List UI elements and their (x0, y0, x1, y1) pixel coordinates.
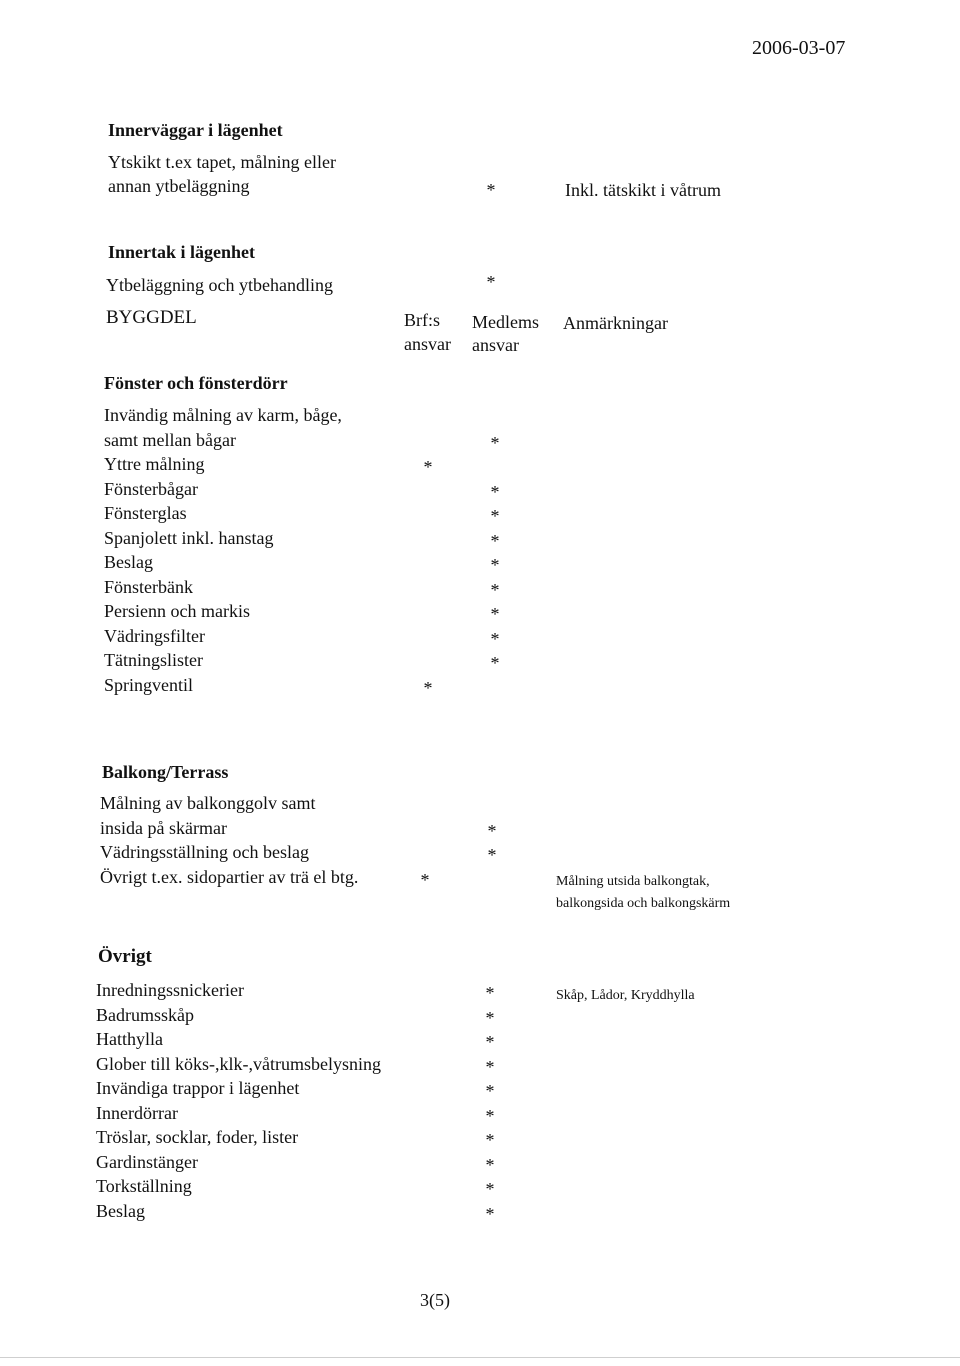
document-date: 2006-03-07 (752, 37, 846, 59)
row-label: Målning av balkonggolv samt (100, 793, 316, 813)
row-label: Fönsterbänk (104, 576, 193, 597)
section-heading-innervaggar: Innerväggar i lägenhet (108, 120, 283, 140)
section-heading-ovrigt: Övrigt (98, 946, 152, 967)
column-header-byggdel: BYGGDEL (106, 307, 197, 328)
row-label: Övrigt t.ex. sidopartier av trä el btg. (100, 866, 359, 887)
row-label: Innerdörrar (96, 1102, 178, 1123)
row-label: Vädringsfilter (104, 625, 205, 646)
medlems-mark: * (487, 820, 497, 841)
medlems-mark: * (486, 180, 496, 200)
row-label: Springventil (104, 674, 193, 695)
section-heading-innertak: Innertak i lägenhet (108, 242, 256, 262)
medlems-mark: * (490, 555, 500, 575)
medlems-mark: * (485, 1130, 495, 1150)
row-label: Ytbeläggning och ytbehandling (106, 275, 333, 295)
row-label: Fönsterglas (104, 503, 187, 523)
row-label: annan ytbeläggning (108, 176, 250, 196)
medlems-mark: * (490, 530, 500, 551)
row-label: Ytskikt t.ex tapet, målning eller (108, 152, 336, 172)
row-label: Beslag (104, 552, 153, 572)
medlems-mark: * (490, 579, 500, 600)
row-label: Vädringsställning och beslag (100, 842, 309, 862)
medlems-mark: * (490, 604, 500, 624)
medlems-mark: * (485, 1179, 495, 1199)
brf-mark: * (420, 869, 430, 890)
remark-text: Inkl. tätskikt i våtrum (565, 180, 721, 200)
row-label: Invändiga trappor i lägenhet (96, 1078, 300, 1098)
row-label: Beslag (96, 1200, 145, 1221)
row-label: Gardinstänger (96, 1151, 198, 1172)
row-label: Spanjolett inkl. hanstag (104, 527, 274, 548)
medlems-mark: * (490, 653, 500, 673)
column-header-brfs: Brf:s (404, 310, 440, 330)
column-header-medlems-sub: ansvar (472, 335, 519, 355)
section-heading-balkong: Balkong/Terrass (102, 762, 229, 782)
medlems-mark: * (490, 628, 500, 649)
page-bottom-edge (0, 1357, 960, 1358)
column-header-medlems: Medlems (472, 312, 539, 332)
row-label: Tätningslister (104, 650, 203, 670)
brf-mark: * (423, 457, 433, 477)
medlems-mark: * (485, 1032, 495, 1052)
medlems-mark: * (485, 983, 495, 1003)
row-label: Tröslar, socklar, foder, lister (96, 1127, 299, 1147)
column-header-brfs-sub: ansvar (404, 334, 451, 354)
row-label: Badrumsskåp (96, 1004, 194, 1025)
remark-text: Målning utsida balkongtak, (556, 874, 710, 889)
row-label: Glober till köks-,klk-,våtrumsbelysning (96, 1053, 381, 1074)
medlems-mark: * (490, 432, 500, 453)
medlems-mark: * (485, 1056, 495, 1077)
page-number: 3(5) (420, 1290, 450, 1310)
row-label: Persienn och markis (104, 601, 250, 621)
medlems-mark: * (485, 1154, 495, 1175)
column-header-anmarkningar: Anmärkningar (563, 313, 668, 333)
remark-text: balkongsida och balkongskärm (556, 896, 731, 911)
row-label: Inredningssnickerier (96, 980, 244, 1000)
row-label: Invändig målning av karm, båge, (104, 405, 342, 425)
row-label: Torkställning (96, 1176, 192, 1196)
medlems-mark: * (487, 845, 497, 865)
medlems-mark: * (485, 1203, 495, 1224)
row-label: Yttre målning (104, 454, 205, 474)
medlems-mark: * (485, 1105, 495, 1126)
section-heading-fonster: Fönster och fönsterdörr (104, 373, 288, 393)
medlems-mark: * (485, 1081, 495, 1101)
medlems-mark: * (490, 506, 500, 526)
medlems-mark: * (486, 272, 496, 292)
brf-mark: * (423, 677, 433, 698)
row-label: Hatthylla (96, 1029, 163, 1049)
medlems-mark: * (490, 481, 500, 502)
row-label: Fönsterbågar (104, 478, 198, 499)
remark-text: Skåp, Lådor, Kryddhylla (556, 988, 695, 1003)
medlems-mark: * (485, 1007, 495, 1028)
row-label: samt mellan bågar (104, 429, 236, 450)
row-label: insida på skärmar (100, 817, 227, 838)
